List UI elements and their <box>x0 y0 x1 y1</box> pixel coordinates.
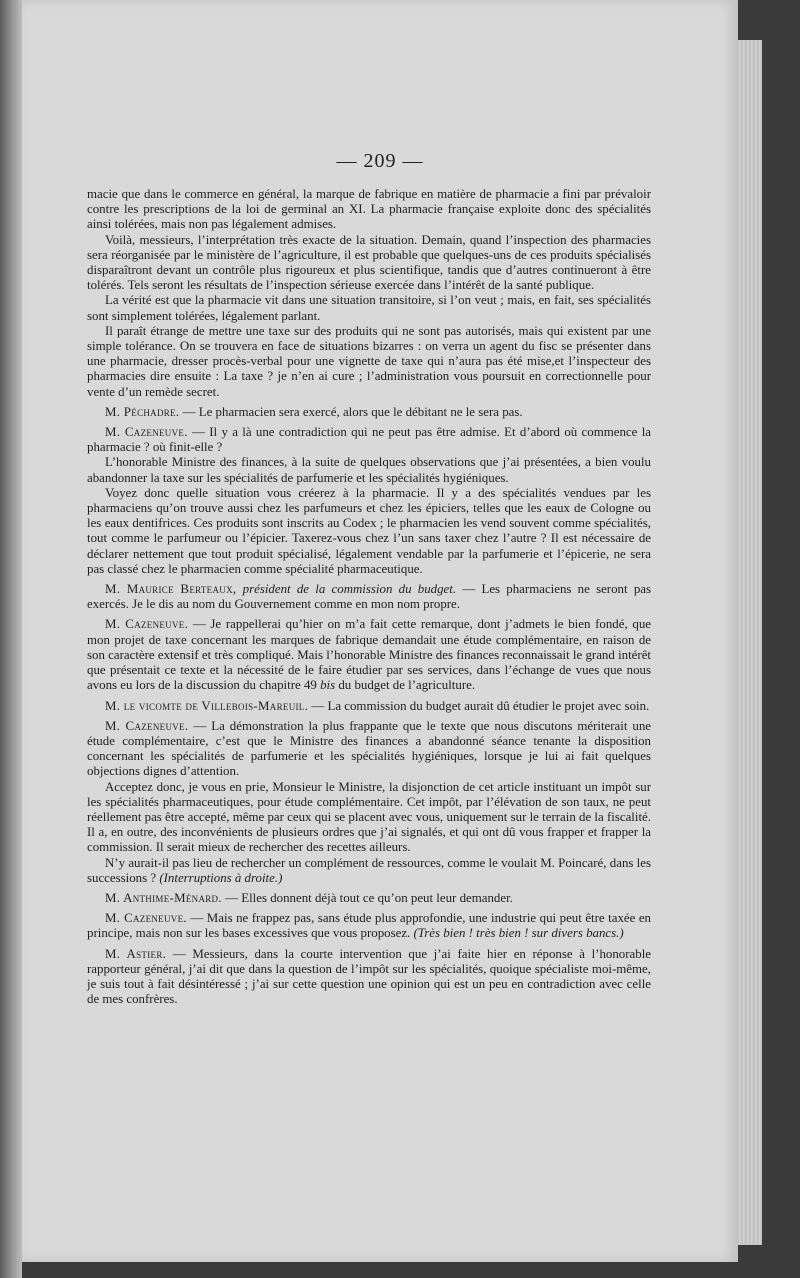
paragraph <box>87 780 651 856</box>
paragraph <box>87 187 651 233</box>
speech <box>87 582 651 612</box>
speech <box>87 405 651 420</box>
speech <box>87 891 651 906</box>
speech-text: — Les pharmaciens ne seront pas exercés. Je le dis au nom du Gouvernement comme en mon nom propre. <box>87 582 651 612</box>
speech-text: — Je rappellerai qu’hier on m’a fait cette remarque, dont j’admets le bien fondé, que mon projet de taxe concernant les marques de fabrique demandait une étude complémentaire, en raison de son caractère extensif et très compliqué. Mais l’honorable Ministre des finances reconnaissait le grand intérêt que présentait ce texte et la nécessité de le faire étudier par ses services, dans l’échange de vues que nous avons eu lors de la discussion du chapitre 49 <box>87 617 651 693</box>
speech-text: — Il y a là une contradiction qui ne peut pas être admise. Et d’abord où commence la pharmacie ? où finit-elle ? <box>87 425 651 455</box>
speech <box>87 617 651 693</box>
paragraph-text: Il paraît étrange de mettre une taxe sur des produits qui ne sont pas autorisés, mais qui existent par une simple tolérance. On se trouvera en face de situations bizarres : on verra un agent du fisc se présenter dans une pharmacie, dresser procès-verbal pour une vignette de taxe qui n’aura pas été mise,et l’inspecteur des pharmacies dire ensuite : La taxe ? je n’en ai cure ; l’administration vous poursuit en correctionnelle pour vente d’un remède secret. <box>87 323 651 399</box>
paragraph-text: Acceptez donc, je vous en prie, Monsieur le Ministre, la disjonction de cet article instituant un impôt sur les spécialités pharmaceutiques, pour étude complémentaire. Cet impôt, par l’élévation de son taux, ne peut réellement pas être accepté, même par ceux qui se placent avec vous, uniquement sur le terrain de la fiscalité. Il a, en outre, des inconvénients de plusieurs ordres que j’ai signalés, et qui ont dû vous frapper et frapper la commission. Il serait mieux de rechercher des recettes ailleurs. <box>87 779 651 855</box>
paragraph <box>87 486 651 577</box>
paragraph-text: macie que dans le commerce en général, la marque de fabrique en matière de pharmacie a fini par prévaloir contre les prescriptions de la loi de germinal an XI. La pharmacie française exploite donc des spécialités ainsi tolérées, mais non pas légalement admises. <box>87 187 651 232</box>
speech-text-cont: du budget de l’agriculture. <box>335 678 476 693</box>
paragraph <box>87 856 651 886</box>
speech <box>87 699 651 714</box>
paragraph <box>87 324 651 400</box>
interruption: (Interruptions à droite.) <box>159 870 283 885</box>
speaker-name: M. Cazeneuve. <box>105 617 189 632</box>
speaker-name: M. Péchadre. <box>105 404 180 419</box>
paragraph-text: N’y aurait-il pas lieu de rechercher un complément de ressources, comme le voulait M. Poincaré, dans les successions ? <box>87 855 651 885</box>
speech <box>87 425 651 455</box>
bis-marker: bis <box>320 678 336 693</box>
page-number: — 209 — <box>336 150 424 172</box>
speaker-name: M. Cazeneuve. <box>105 911 187 926</box>
book-page-stack <box>735 40 762 1245</box>
speech-text: — Elles donnent déjà tout ce qu’on peut leur demander. <box>221 890 513 905</box>
adjacent-page-edge <box>0 0 22 1278</box>
paragraph-text: La vérité est que la pharmacie vit dans une situation transitoire, si l’on veut ; mais, en fait, ses spécialités sont simplement tolérées, légalement parlant. <box>87 293 651 323</box>
speaker-name: M. Cazeneuve. <box>105 718 189 733</box>
paragraph-text: Voyez donc quelle situation vous créerez à la pharmacie. Il y a des spécialités vendues par les pharmaciens qu’on trouve aussi chez les parfumeurs et chez les épiciers, telles que les eaux de Cologne ou les eaux dentifrices. Ces produits sont inscrits au Codex ; le pharmacien les vend souvent comme spécialités, tout comme le parfumeur ou l’épicier. Taxerez-vous chez l’un sans taxer chez l’autre ? Il est nécessaire de déclarer nettement que tout produit spécialisé, légalement vendable par la parfumerie et l’épicerie, ne sera pas classé chez le pharmacien comme spécialité pharmaceutique. <box>87 485 651 576</box>
speaker-name: M. Anthime-Ménard. <box>105 890 222 905</box>
speech <box>87 947 651 1008</box>
paragraph <box>87 233 651 294</box>
speech-text: — Le pharmacien sera exercé, alors que le débitant ne le sera pas. <box>179 404 523 419</box>
interruption: (Très bien ! très bien ! sur divers bancs.) <box>413 926 624 941</box>
speaker-name: M. Cazeneuve. <box>105 425 188 440</box>
speaker-role: président de la commission du budget. <box>236 582 457 597</box>
paragraph <box>87 455 651 485</box>
speech-text: — Messieurs, dans la courte intervention que j’ai faite hier en réponse à l’honorable rapporteur général, j’ai dit que dans la question de l’impôt sur les spécialités, quoique spécialiste moi-même, je suis tout à fait désintéressé ; j’ai sur cette question une opinion qui est un peu en contradiction avec celle de mes confrères. <box>87 946 651 1007</box>
paragraph-text: L’honorable Ministre des finances, à la suite de quelques observations que j’ai présentées, a bien voulu abandonner la taxe sur les spécialités de parfumerie et les spécialités hygiéniques. <box>87 455 651 485</box>
speech <box>87 911 651 941</box>
speech <box>87 719 651 780</box>
paragraph <box>87 293 651 323</box>
book-page <box>22 0 738 1262</box>
speech-text: — Mais ne frappez pas, sans étude plus approfondie, une industrie qui peut être taxée en principe, mais non sur les bases excessives que vous proposez. <box>87 911 651 941</box>
body-text <box>87 187 651 1007</box>
speaker-name: M. Astier. <box>105 946 167 961</box>
speech-text: — La commission du budget aurait dû étudier le projet avec soin. <box>308 698 650 713</box>
speaker-name: M. le vicomte de Villebois-Mareuil. <box>105 698 309 713</box>
speech-text: — La démonstration la plus frappante que le texte que nous discutons mériterait une étude complémentaire, c’est que le Ministre des finances a abandonné séance tenante la disposition concernant les spécialités de parfumerie et les spécialités hygiéniques, lorsque je lui ai fait quelques objections dignes d’attention. <box>87 718 652 779</box>
paragraph-text: Voilà, messieurs, l’interprétation très exacte de la situation. Demain, quand l’inspection des pharmacies sera réorganisée par le ministère de l’agriculture, il est probable que quelques-uns de ces produits spécialisés disparaîtront devant un contrôle plus rigoureux et plus scientifique, tandis que d’autres continueront à être tolérés. Tels seront les résultats de l’inspection sérieuse exercée dans l’intérêt de la santé publique. <box>87 232 651 293</box>
speaker-name: M. Maurice Berteaux, <box>105 582 237 597</box>
